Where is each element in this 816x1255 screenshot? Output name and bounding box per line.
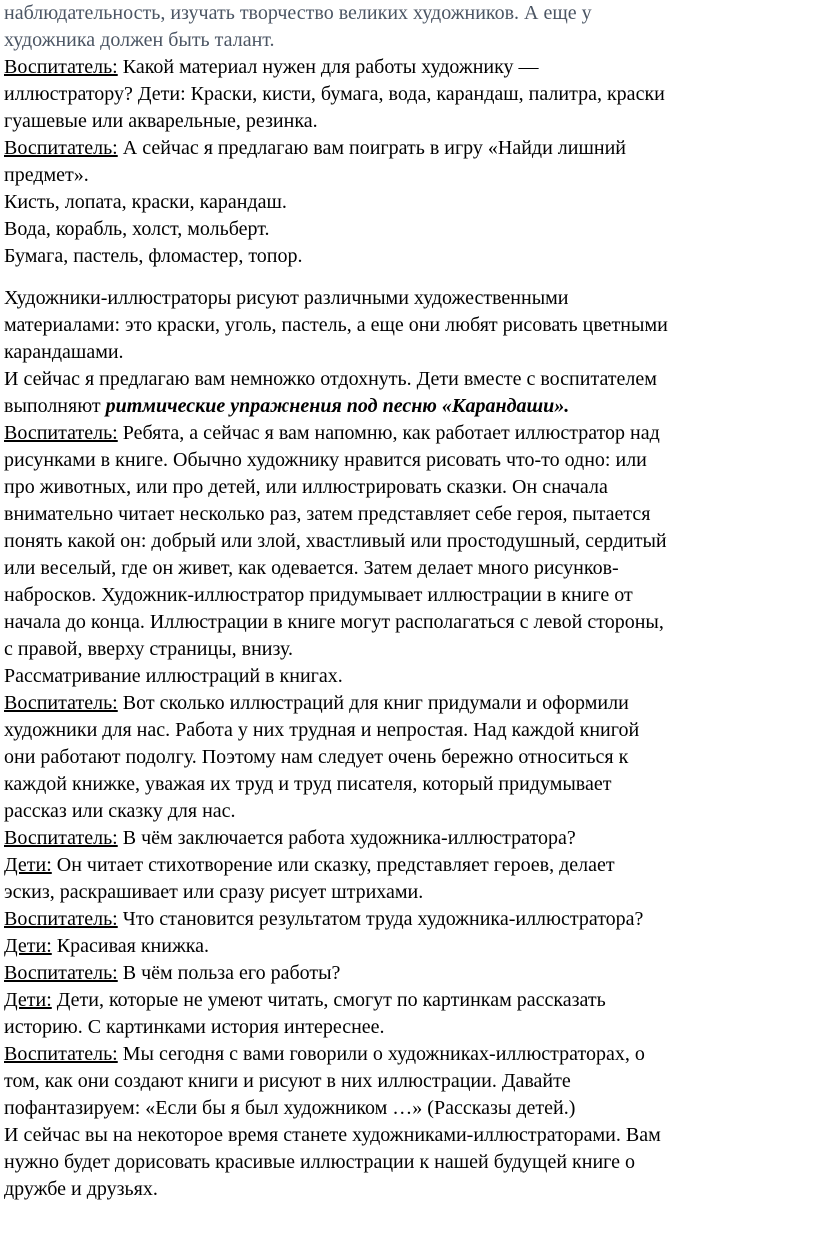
text-run: внимательно читает несколько раз, затем представляет себе героя, пытается: [4, 503, 651, 525]
text-run: А сейчас я предлагаю вам поиграть в игру «Найди лишний: [117, 137, 627, 159]
text-run: Что становится результатом труда художника-иллюстратора?: [117, 908, 644, 930]
text-line: [4, 189, 812, 216]
text-line: [4, 1149, 812, 1176]
text-line: [4, 582, 812, 609]
speaker-label: Воспитатель:: [4, 962, 118, 984]
text-run: И сейчас вы на некоторое время станете художниками-иллюстраторами. Вам: [4, 1124, 661, 1146]
text-run: Вода, корабль, холст, мольберт.: [4, 218, 270, 240]
speaker-label: Дети:: [4, 854, 52, 876]
text-line: [4, 312, 812, 339]
text-line: [4, 555, 812, 582]
text-line: [4, 987, 812, 1014]
text-run: или веселый, где он живет, как одевается. Затем делает много рисунков-: [4, 557, 619, 579]
speaker-label: Воспитатель:: [4, 56, 118, 78]
text-run: дружбе и друзьях.: [4, 1178, 158, 1200]
text-run: выполняют: [4, 395, 106, 417]
text-run: иллюстратору? Дети: Краски, кисти, бумага, вода, карандаш, палитра, краски: [4, 83, 665, 105]
text-run: рассказ или сказку для нас.: [4, 800, 236, 822]
speaker-label: Воспитатель:: [4, 692, 118, 714]
text-line: [4, 1095, 812, 1122]
paragraph: [4, 216, 812, 243]
paragraph: [4, 825, 812, 852]
text-run: предмет».: [4, 164, 89, 186]
text-line: [4, 528, 812, 555]
speaker-label: Дети:: [4, 989, 52, 1011]
paragraph: [4, 420, 812, 663]
paragraph: [4, 663, 812, 690]
text-run: том, как они создают книги и рисуют в них иллюстрации. Давайте: [4, 1070, 571, 1092]
speaker-label: Воспитатель:: [4, 1043, 118, 1065]
text-line: [4, 243, 812, 270]
text-line: [4, 771, 812, 798]
text-line: [4, 447, 812, 474]
text-run: нужно будет дорисовать красивые иллюстрации к нашей будущей книге о: [4, 1151, 635, 1173]
paragraph: [4, 0, 812, 54]
text-run: Кисть, лопата, краски, карандаш.: [4, 191, 287, 213]
text-run: набросков. Художник-иллюстратор придумывает иллюстрации в книге от: [4, 584, 633, 606]
paragraph: [4, 135, 812, 189]
paragraph: [4, 690, 812, 825]
speaker-label: Воспитатель:: [4, 827, 118, 849]
paragraph-gap: [4, 270, 812, 285]
text-run: художники для нас. Работа у них трудная и непростая. Над каждой книгой: [4, 719, 640, 741]
text-run: Он читает стихотворение или сказку, представляет героев, делает: [51, 854, 615, 876]
text-line: [4, 609, 812, 636]
text-line: [4, 1041, 812, 1068]
text-line: [4, 420, 812, 447]
paragraph: [4, 243, 812, 270]
text-line: [4, 108, 812, 135]
text-line: [4, 339, 812, 366]
text-line: [4, 663, 812, 690]
paragraph: [4, 852, 812, 906]
text-line: [4, 81, 812, 108]
text-run: гуашевые или акварельные, резинка.: [4, 110, 318, 132]
text-line: [4, 216, 812, 243]
text-run: пофантазируем: «Если бы я был художником …» (Рассказы детей.): [4, 1097, 576, 1119]
text-line: [4, 879, 812, 906]
text-line: [4, 135, 812, 162]
text-line: [4, 825, 812, 852]
speaker-label: Воспитатель:: [4, 908, 118, 930]
text-line: [4, 1122, 812, 1149]
text-line: [4, 1176, 812, 1203]
text-run: Красивая книжка.: [51, 935, 210, 957]
text-line: [4, 0, 812, 27]
speaker-label: Дети:: [4, 935, 52, 957]
paragraph: [4, 1122, 812, 1203]
text-run: художника должен быть талант.: [4, 29, 275, 51]
text-line: [4, 906, 812, 933]
text-run: Бумага, пастель, фломастер, топор.: [4, 245, 303, 267]
text-line: [4, 1068, 812, 1095]
paragraph: [4, 189, 812, 216]
text-line: [4, 798, 812, 825]
text-run: В чём заключается работа художника-иллюстратора?: [117, 827, 576, 849]
text-run: понять какой он: добрый или злой, хвастливый или простодушный, сердитый: [4, 530, 667, 552]
emphasis-text: ритмические упражнения под песню «Карандаши».: [105, 395, 570, 417]
text-line: [4, 474, 812, 501]
text-run: рисунками в книге. Обычно художнику нравится рисовать что-то одно: или: [4, 449, 647, 471]
paragraph: [4, 906, 812, 933]
paragraph: [4, 960, 812, 987]
text-run: Дети, которые не умеют читать, смогут по картинкам рассказать: [51, 989, 606, 1011]
text-line: [4, 744, 812, 771]
speaker-label: Воспитатель:: [4, 422, 118, 444]
text-run: каждой книжке, уважая их труд и труд писателя, который придумывает: [4, 773, 612, 795]
text-run: Какой материал нужен для работы художнику —: [117, 56, 539, 78]
text-run: начала до конца. Иллюстрации в книге могут располагаться с левой стороны,: [4, 611, 664, 633]
text-run: историю. С картинками история интереснее.: [4, 1016, 385, 1038]
paragraph: [4, 1041, 812, 1122]
text-run: эскиз, раскрашивает или сразу рисует штрихами.: [4, 881, 424, 903]
text-line: [4, 933, 812, 960]
text-run: Художники-иллюстраторы рисуют различными художественными: [4, 287, 569, 309]
text-run: Рассматривание иллюстраций в книгах.: [4, 665, 343, 687]
text-run: наблюдательность, изучать творчество великих художников. А еще у: [4, 2, 592, 24]
text-run: Мы сегодня с вами говорили о художниках-иллюстраторах, о: [117, 1043, 645, 1065]
text-line: [4, 960, 812, 987]
text-run: Ребята, а сейчас я вам напомню, как работает иллюстратор над: [117, 422, 660, 444]
text-run: материалами: это краски, уголь, пастель, а еще они любят рисовать цветными: [4, 314, 668, 336]
text-line: [4, 852, 812, 879]
paragraph: [4, 54, 812, 135]
text-run: И сейчас я предлагаю вам немножко отдохнуть. Дети вместе с воспитателем: [4, 368, 657, 390]
paragraph: [4, 366, 812, 420]
text-line: [4, 162, 812, 189]
text-line: [4, 717, 812, 744]
text-line: [4, 690, 812, 717]
text-line: [4, 54, 812, 81]
paragraph: [4, 933, 812, 960]
text-line: [4, 393, 812, 420]
text-run: В чём польза его работы?: [117, 962, 341, 984]
speaker-label: Воспитатель:: [4, 137, 118, 159]
text-line: [4, 285, 812, 312]
text-line: [4, 636, 812, 663]
text-run: про животных, или про детей, или иллюстрировать сказки. Он сначала: [4, 476, 608, 498]
text-line: [4, 27, 812, 54]
text-line: [4, 1014, 812, 1041]
text-run: с правой, вверху страницы, внизу.: [4, 638, 293, 660]
paragraph: [4, 987, 812, 1041]
text-run: Вот сколько иллюстраций для книг придумали и оформили: [117, 692, 629, 714]
text-line: [4, 366, 812, 393]
text-line: [4, 501, 812, 528]
text-run: они работают подолгу. Поэтому нам следует очень бережно относиться к: [4, 746, 629, 768]
text-run: карандашами.: [4, 341, 124, 363]
paragraph: [4, 285, 812, 366]
